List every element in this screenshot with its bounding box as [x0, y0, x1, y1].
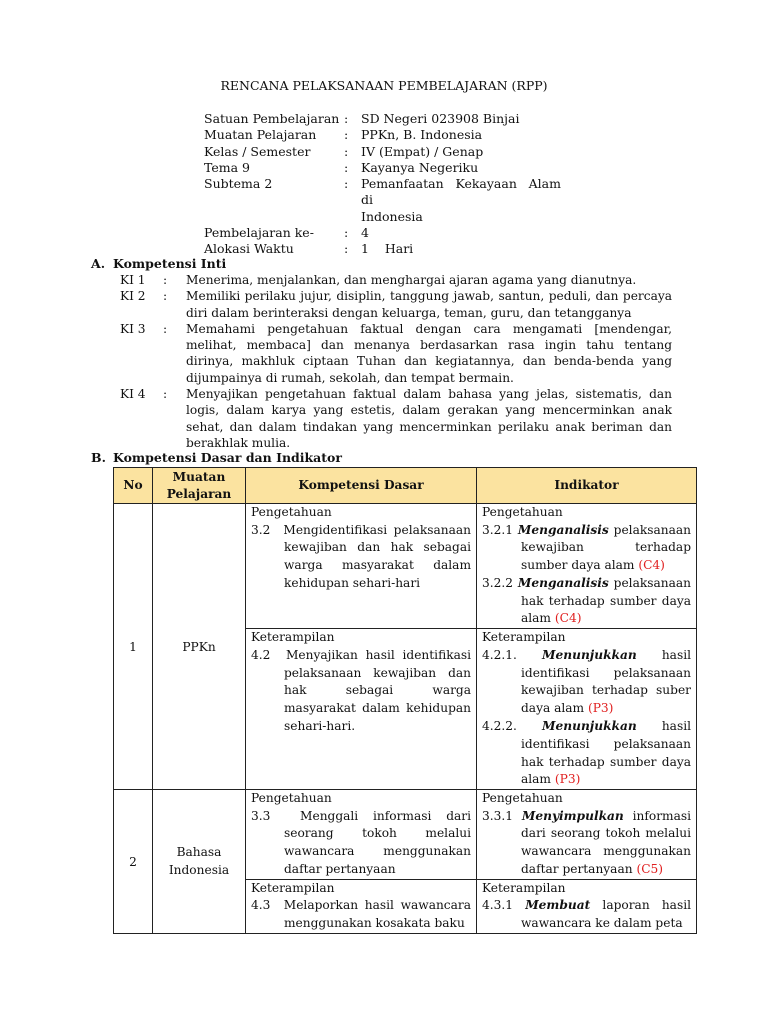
ind-text: pelaksanaan hak terhadap sumber daya alam: [521, 575, 691, 626]
ind-keyword: Menganalisis: [517, 522, 609, 537]
kd-num: 4.2: [251, 647, 271, 662]
meta-key: Subtema 2: [204, 176, 273, 192]
ind-num: 4.2.2.: [482, 718, 517, 733]
meta-value: SD Negeri 023908 Binjai: [361, 111, 520, 126]
ki-colon: :: [163, 321, 168, 336]
ki-item: [120, 288, 672, 321]
row-muatan: Bahasa Indonesia: [153, 790, 246, 934]
ind-num: 4.3.1: [482, 898, 514, 913]
meta-key: Pembelajaran ke-: [204, 225, 314, 241]
ind-keyword: Menganalisis: [517, 575, 609, 590]
ind-level: (P3): [587, 701, 614, 716]
ind-level: (P3): [554, 772, 581, 787]
meta-row: [204, 241, 561, 257]
kd-text: Melaporkan hasil wawancara menggunakan kosakata baku: [283, 898, 471, 931]
meta-row: [204, 111, 561, 127]
ind-keyword: Menunjukkan: [541, 718, 637, 733]
ki-code: KI 2: [120, 289, 146, 304]
ki-item: [120, 386, 672, 451]
ki-text: Memiliki perilaku jujur, disiplin, tanggung jawab, santun, peduli, dan percaya diri dalam berinteraksi dengan keluarga, teman, guru, dan tetangganya: [186, 289, 672, 320]
header-no: No: [114, 468, 153, 504]
ind-num: 3.2.1: [482, 522, 514, 537]
meta-colon: :: [344, 176, 349, 192]
indikator-item: [482, 522, 691, 575]
ind-keyword: Menunjukkan: [541, 647, 637, 662]
meta-colon: :: [344, 241, 349, 257]
row-muatan: PPKn: [153, 504, 246, 790]
ind-num: 3.3.1: [482, 808, 514, 823]
meta-key: Kelas / Semester: [204, 143, 311, 159]
header-muatan: Muatan Pelajaran: [153, 468, 246, 504]
kd-pengetahuan-cell: [246, 504, 477, 629]
kd-num: 3.3: [251, 808, 271, 823]
kd-num: 3.2: [251, 522, 271, 537]
header-kd: Kompetensi Dasar: [246, 468, 477, 504]
meta-value: 1 Hari: [361, 241, 414, 257]
ki-colon: :: [163, 273, 168, 287]
meta-row: [204, 160, 561, 176]
kd-indikator-table: [113, 467, 697, 934]
meta-row: [204, 225, 561, 241]
ind-text: hasil identifikasi pelaksanaan hak terhadap sumber daya alam: [521, 718, 691, 787]
indikator-item: [482, 718, 691, 789]
row-no: 2: [114, 790, 153, 934]
ind-text: pelaksanaan kewajiban terhadap sumber daya alam: [521, 522, 691, 573]
ki-code: KI 1: [120, 273, 146, 287]
section-title: Kompetensi Dasar dan Indikator: [113, 450, 342, 465]
ind-level: (C4): [638, 558, 665, 573]
meta-value: 4: [361, 225, 369, 241]
ki-colon: :: [163, 387, 168, 402]
indikator-item: [482, 897, 691, 933]
meta-value: IV (Empat) / Genap: [361, 143, 484, 159]
meta-key: Tema 9: [204, 159, 250, 175]
ki-text: Menerima, menjalankan, dan menghargai ajaran agama yang dianutnya.: [186, 273, 637, 287]
header-indikator: Indikator: [477, 468, 697, 504]
meta-value: PPKn, B. Indonesia: [361, 127, 483, 143]
table-row: [114, 504, 697, 629]
meta-value: Pemanfaatan Kekayaan Alam di: [361, 176, 561, 208]
ind-keyword: Menyimpulkan: [521, 808, 624, 823]
ind-num: 4.2.1.: [482, 647, 517, 662]
kompetensi-inti-list: [120, 272, 672, 451]
meta-colon: :: [344, 159, 349, 175]
meta-colon: :: [344, 127, 349, 143]
kd-keterampilan-cell: [246, 879, 477, 933]
ind-pengetahuan-cell: [477, 504, 697, 629]
ki-text: Memahami pengetahuan faktual dengan cara mengamati [mendengar, melihat, membaca] dan menanya berdasarkan rasa ingin tahu tentang dirinya, makhluk ciptaan Tuhan dan kegiatannya, dan benda-benda yang dijumpainya di rumah, sekolah, dan tempat bermain.: [186, 321, 672, 385]
ind-keterampilan-cell: [477, 629, 697, 790]
cell-label: Keterampilan: [482, 630, 566, 645]
cell-label: Pengetahuan: [482, 505, 563, 519]
table-row: [114, 790, 697, 880]
kd-item: [251, 647, 471, 736]
kd-text: Mengidentifikasi pelaksanaan kewajiban dan hak sebagai warga masyarakat dalam kehidupan sehari-hari: [283, 522, 471, 590]
cell-label: Pengetahuan: [482, 791, 563, 806]
meta-row: [204, 127, 561, 143]
ind-text: informasi dari seorang tokoh melalui wawancara menggunakan daftar pertanyaan: [521, 808, 692, 877]
meta-key: Alokasi Waktu: [204, 241, 294, 257]
kd-pengetahuan-cell: [246, 790, 477, 880]
ki-code: KI 3: [120, 321, 146, 336]
document-title: RENCANA PELAKSANAAN PEMBELAJARAN (RPP): [220, 78, 548, 93]
meta-value-continued: Indonesia: [361, 208, 423, 224]
row-no: 1: [114, 504, 153, 790]
cell-label: Keterampilan: [251, 630, 335, 645]
section-letter: A.: [91, 256, 106, 271]
ind-keterampilan-cell: [477, 879, 697, 933]
cell-label: Keterampilan: [251, 880, 335, 895]
meta-row: [204, 209, 561, 225]
meta-row: [204, 144, 561, 160]
ind-level: (C4): [554, 611, 582, 626]
meta-key: Satuan Pembelajaran: [204, 111, 340, 126]
meta-colon: :: [344, 225, 349, 241]
kd-item: [251, 897, 471, 933]
meta-key: Muatan Pelajaran: [204, 127, 317, 143]
meta-row: [204, 176, 561, 209]
ki-item: [120, 321, 672, 386]
cell-label: Pengetahuan: [251, 505, 332, 519]
section-title: Kompetensi Inti: [113, 256, 227, 271]
cell-label: Keterampilan: [482, 880, 566, 895]
ki-item: [120, 272, 672, 288]
kd-num: 4.3: [251, 898, 271, 913]
indikator-item: [482, 808, 691, 879]
ind-pengetahuan-cell: [477, 790, 697, 880]
indikator-item: [482, 647, 691, 718]
ind-level: (C5): [636, 862, 664, 877]
section-b-heading: [91, 450, 342, 465]
ki-code: KI 4: [120, 387, 146, 402]
ind-text: laporan hasil wawancara ke dalam peta: [521, 898, 691, 931]
kd-text: Menggali informasi dari seorang tokoh melalui wawancara menggunakan daftar pertanyaan: [284, 808, 471, 877]
kd-text: Menyajikan hasil identifikasi pelaksanaan kewajiban dan hak sebagai warga masyarakat dalam kehidupan sehari-hari.: [284, 647, 471, 733]
kd-item: [251, 808, 471, 879]
table-header-row: [114, 468, 697, 504]
meta-colon: :: [344, 143, 349, 159]
ki-colon: :: [163, 289, 168, 304]
kd-item: [251, 522, 471, 593]
meta-value: Kayanya Negeriku: [361, 159, 479, 175]
ki-text: Menyajikan pengetahuan faktual dalam bahasa yang jelas, sistematis, dan logis, dalam karya yang estetis, dalam gerakan yang mencerminkan anak sehat, dan dalam tindakan yang mencerminkan perilaku anak beriman dan berakhlak mulia.: [186, 387, 672, 450]
ind-num: 3.2.2: [482, 575, 514, 590]
ind-text: hasil identifikasi pelaksanaan kewajiban terhadap suber daya alam: [521, 647, 691, 716]
indikator-item: [482, 575, 691, 628]
kd-keterampilan-cell: [246, 629, 477, 790]
section-letter: B.: [91, 450, 106, 465]
cell-label: Pengetahuan: [251, 791, 332, 806]
ind-keyword: Membuat: [525, 898, 591, 913]
meta-colon: :: [344, 111, 349, 126]
identity-block: [204, 111, 561, 258]
section-a-heading: [91, 256, 226, 271]
